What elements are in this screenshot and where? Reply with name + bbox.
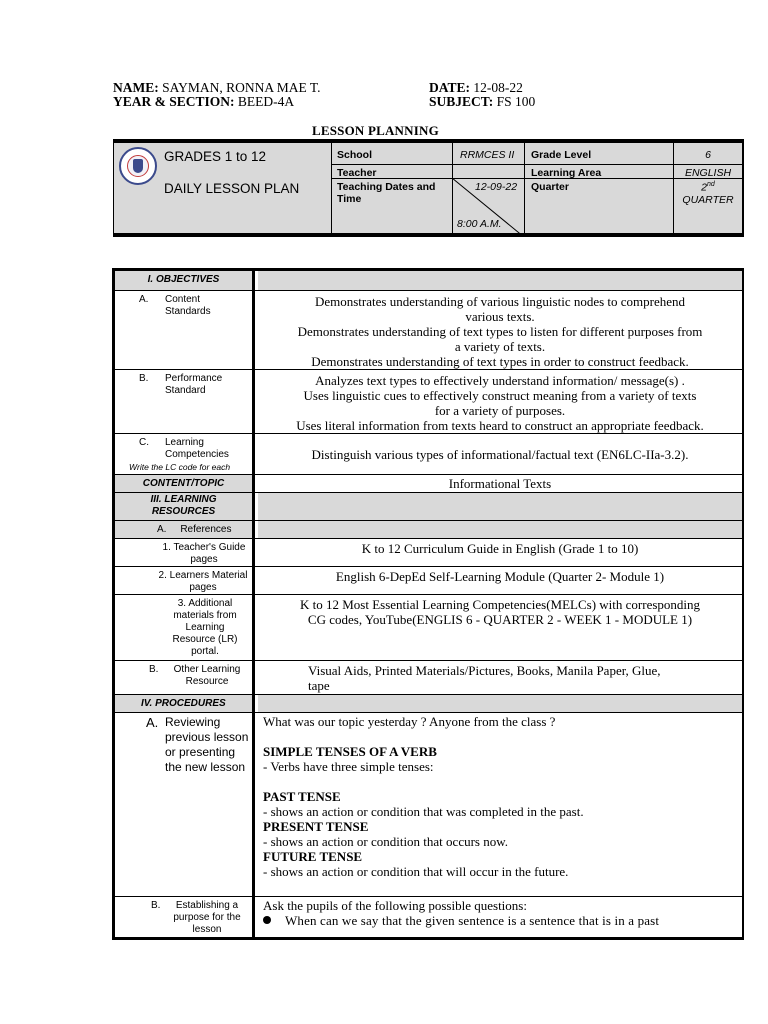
learning-area-label: Learning Area [531, 167, 602, 179]
references-row [115, 521, 742, 539]
dlp-title-2: DAILY LESSON PLAN [164, 181, 300, 196]
review-question: What was our topic yesterday ? Anyone from the class ? [263, 714, 556, 729]
teaching-dates-label: Teaching Dates and Time [337, 181, 436, 205]
establishing-purpose-row [115, 897, 742, 937]
quarter-number: 2 [701, 181, 708, 194]
lesson-plan-table [112, 268, 744, 940]
quarter-word: QUARTER [682, 193, 734, 206]
other-resource-letter: B. [149, 664, 159, 675]
subject-line [429, 94, 535, 110]
other-line-1: Visual Aids, Printed Materials/Pictures, Books, Manila Paper, Glue, [308, 663, 661, 678]
bullet-icon [263, 916, 271, 924]
content-line-4: a variety of texts. [454, 339, 546, 354]
reviewing-label: Reviewing previous lesson or presenting the new lesson [165, 715, 249, 774]
objectives-header-row [115, 271, 742, 291]
content-line-2: various texts. [465, 309, 535, 324]
simple-tenses-heading: SIMPLE TENSES OF A VERB [263, 744, 437, 759]
content-line-3: Demonstrates understanding of text types to listen for different purposes from [297, 324, 703, 339]
teachers-guide-value: K to 12 Curriculum Guide in English (Grade 1 to 10) [361, 541, 639, 556]
content-topic-value: Informational Texts [448, 476, 552, 491]
learners-material-row [115, 567, 742, 595]
performance-standard-label: Performance Standard [165, 373, 223, 396]
objectives-heading: I. OBJECTIVES [147, 274, 220, 285]
establishing-letter: B. [151, 900, 161, 911]
school-label: School [337, 149, 373, 161]
quarter-label: Quarter [531, 181, 569, 193]
learning-competencies-row [115, 434, 742, 475]
date-value: 12-08-22 [473, 80, 523, 95]
present-tense-text: - shows an action or condition that occurs now. [263, 834, 509, 849]
establishing-content [258, 897, 742, 937]
other-resource-row [115, 661, 742, 695]
perf-line-1: Analyzes text types to effectively understand information/ message(s) . [315, 373, 685, 388]
past-tense-text: - shows an action or condition that was completed in the past. [263, 804, 584, 819]
reviewing-row [115, 713, 742, 897]
learning-competencies-label: Learning Competencies [165, 437, 229, 460]
additional-line-2: CG codes, YouTube(ENGLIS 6 - QUARTER 2 - WEEK 1 - MODULE 1) [307, 612, 693, 627]
future-tense-heading: FUTURE TENSE [263, 849, 363, 864]
learning-resources-header-row [115, 493, 742, 521]
grade-level-value: 6 [705, 149, 711, 161]
name-value: SAYMAN, RONNA MAE T. [162, 80, 321, 95]
teaching-date-value: 12-09-22 [475, 181, 518, 193]
year-line [113, 94, 294, 110]
school-value: RRMCES II [460, 149, 515, 161]
content-topic-heading: CONTENT/TOPIC [142, 478, 225, 489]
procedures-header-row [115, 695, 742, 713]
additional-line-1: K to 12 Most Essential Learning Competencies(MELCs) with corresponding [299, 597, 701, 612]
other-resource-label: Other Learning Resource [173, 664, 241, 687]
content-standards-row [115, 291, 742, 370]
establishing-bullet-text: When can we say that the given sentence is a sentence that is in a past [285, 913, 660, 928]
year-label: YEAR & SECTION: [113, 94, 235, 109]
date-label: DATE: [429, 80, 471, 95]
other-line-2: tape [308, 678, 330, 693]
learning-competencies-note: Write the LC code for each [129, 462, 231, 472]
subject-label: SUBJECT: [429, 94, 494, 109]
present-tense-heading: PRESENT TENSE [263, 819, 369, 834]
quarter-value [673, 179, 743, 206]
reviewing-letter: A. [146, 715, 159, 730]
teachers-guide-row [115, 539, 742, 567]
deped-seal-icon [119, 147, 157, 185]
teaching-time-value: 8:00 A.M. [457, 218, 502, 230]
learners-material-label: 2. Learners Material pages [158, 570, 248, 593]
dlp-title-1: GRADES 1 to 12 [164, 149, 267, 164]
additional-materials-value [258, 595, 742, 660]
references-label: A. References [157, 524, 232, 535]
content-standards-label: Content Standards [165, 294, 211, 317]
establishing-label: Establishing a purpose for the lesson [173, 900, 241, 935]
perf-line-3: for a variety of purposes. [434, 403, 566, 418]
teacher-label: Teacher [337, 167, 377, 179]
content-line-1: Demonstrates understanding of various linguistic nodes to comprehend [314, 294, 686, 309]
perf-line-2: Uses linguistic cues to effectively construct meaning from a variety of texts [303, 388, 697, 403]
additional-materials-row [115, 595, 742, 661]
performance-standard-row [115, 370, 742, 434]
quarter-suffix: nd [707, 181, 715, 188]
content-standards-letter: A. [139, 294, 149, 305]
performance-standard-text [258, 370, 742, 433]
dlp-header-box [113, 139, 744, 237]
learning-competencies-letter: C. [139, 437, 149, 448]
reviewing-content [258, 713, 742, 896]
learning-area-value: ENGLISH [684, 167, 732, 179]
grade-level-label: Grade Level [531, 149, 592, 161]
learning-resources-heading: III. LEARNING RESOURCES [150, 494, 217, 517]
learning-competencies-text: Distinguish various types of informational/factual text (EN6LC-IIa-3.2). [311, 447, 689, 462]
simple-tenses-text: - Verbs have three simple tenses: [263, 759, 434, 774]
past-tense-heading: PAST TENSE [263, 789, 341, 804]
content-standards-text [258, 291, 742, 369]
content-line-5: Demonstrates understanding of text types in order to construct feedback. [311, 354, 689, 369]
additional-materials-label: 3. Additional materials from Learning Resource (LR) portal. [172, 598, 238, 657]
performance-standard-letter: B. [139, 373, 149, 384]
year-value: BEED-4A [237, 94, 295, 109]
lesson-planning-title: LESSON PLANNING [312, 123, 439, 138]
subject-value: FS 100 [496, 94, 536, 109]
learners-material-value: English 6-DepEd Self-Learning Module (Quarter 2- Module 1) [335, 569, 665, 584]
name-label: NAME: [113, 80, 159, 95]
perf-line-4: Uses literal information from texts heard to construct an appropriate feedback. [296, 418, 704, 433]
content-topic-row [115, 475, 742, 493]
procedures-heading: IV. PROCEDURES [141, 698, 226, 709]
future-tense-text: - shows an action or condition that will occur in the future. [263, 864, 569, 879]
other-resource-value [258, 661, 742, 694]
establishing-intro: Ask the pupils of the following possible questions: [263, 898, 527, 913]
teachers-guide-label: 1. Teacher's Guide pages [162, 542, 246, 565]
